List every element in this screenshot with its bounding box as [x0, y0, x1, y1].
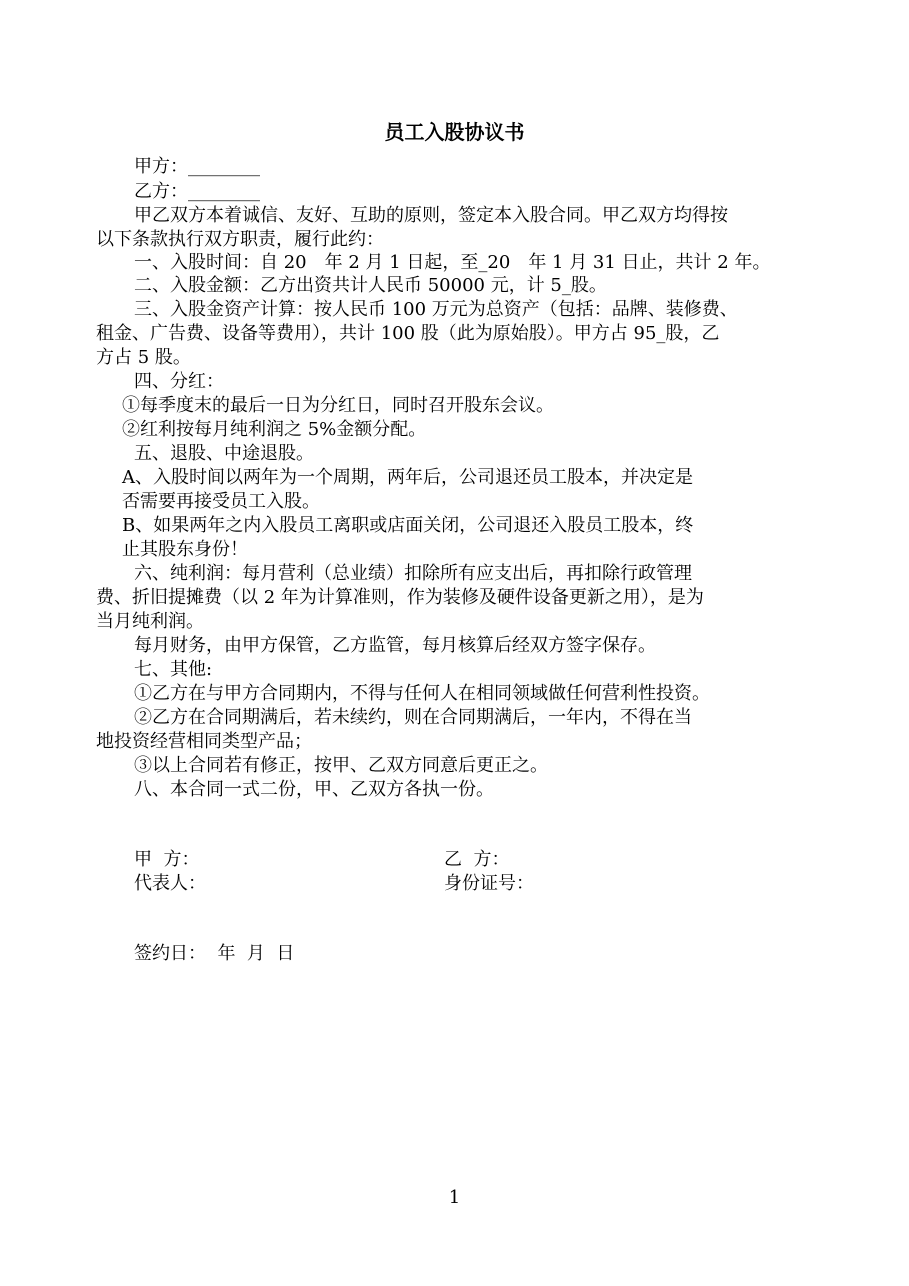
clause-3-line-1: 三、入股金资产计算：按人民币 100 万元为总资产（包括：品牌、装修费、	[134, 299, 738, 320]
party-b-line: 乙方：________	[134, 181, 260, 202]
clause-2-amount: 二、入股金额：乙方出资共计人民币 50000 元，计 5_股。	[134, 275, 607, 296]
clause-7-heading: 七、其他:	[134, 659, 213, 680]
clause-7-item-2-line-1: ②乙方在合同期满后，若未续约，则在合同期满后，一年内，不得在当	[134, 707, 692, 728]
clause-6-line-1: 六、纯利润：每月营利（总业绩）扣除所有应支出后，再扣除行政管理	[134, 563, 692, 584]
clause-4-item-1: ①每季度末的最后一日为分红日，同时召开股东会议。	[122, 395, 554, 416]
clause-8: 八、本合同一式二份，甲、乙双方各执一份。	[134, 779, 494, 800]
clause-7-item-2-line-2: 地投资经营相同类型产品；	[96, 731, 312, 752]
clause-3-line-2: 租金、广告费、设备等费用），共计 100 股（此为原始股）。甲方占 95_股，乙	[96, 323, 720, 344]
preamble-line-2: 以下条款执行双方职责，履行此约：	[96, 229, 384, 250]
party-a-line: 甲方：________	[134, 156, 260, 177]
clause-5-b-line-1: B、如果两年之内入股员工离职或店面关闭，公司退还入股员工股本，终	[122, 515, 694, 536]
document-title: 员工入股协议书	[384, 120, 525, 144]
clause-3-line-3: 方占 5 股。	[96, 347, 191, 368]
preamble-line-1: 甲乙双方本着诚信、友好、互助的原则，签定本入股合同。甲乙双方均得按	[134, 205, 728, 226]
clause-7-item-1: ①乙方在与甲方合同期内，不得与任何人在相同领域做任何营利性投资。	[134, 683, 710, 704]
clause-6-line-2: 费、折旧提摊费（以 2 年为计算准则，作为装修及硬件设备更新之用），是为	[96, 587, 704, 608]
signature-party-a: 甲 方：	[134, 849, 200, 870]
clause-5-b-line-2: 止其股东身份！	[122, 539, 248, 560]
clause-7-item-3: ③以上合同若有修正，按甲、乙双方同意后更正之。	[134, 755, 548, 776]
clause-4-heading: 四、分红：	[134, 371, 224, 392]
signature-date: 签约日： 年 月 日	[134, 943, 295, 964]
signature-representative: 代表人：	[134, 873, 206, 894]
clause-6-line-3: 当月纯利润。	[96, 611, 204, 632]
page-number: 1	[448, 1187, 461, 1208]
signature-id-number: 身份证号：	[444, 873, 534, 894]
clause-5-a-line-2: 否需要再接受员工入股。	[122, 491, 320, 512]
clause-5-heading: 五、退股、中途退股。	[134, 443, 314, 464]
clause-5-a-line-1: A、入股时间以两年为一个周期，两年后，公司退还员工股本，并决定是	[122, 467, 693, 488]
signature-party-b: 乙 方：	[444, 849, 510, 870]
clause-1-period: 一、入股时间：自 20 年 2 月 1 日起，至_20 年 1 月 31 日止，共计 2 年。	[134, 252, 771, 273]
finance-line: 每月财务，由甲方保管，乙方监管，每月核算后经双方签字保存。	[134, 635, 656, 656]
clause-4-item-2: ②红利按每月纯利润之 5%金额分配。	[122, 419, 427, 440]
